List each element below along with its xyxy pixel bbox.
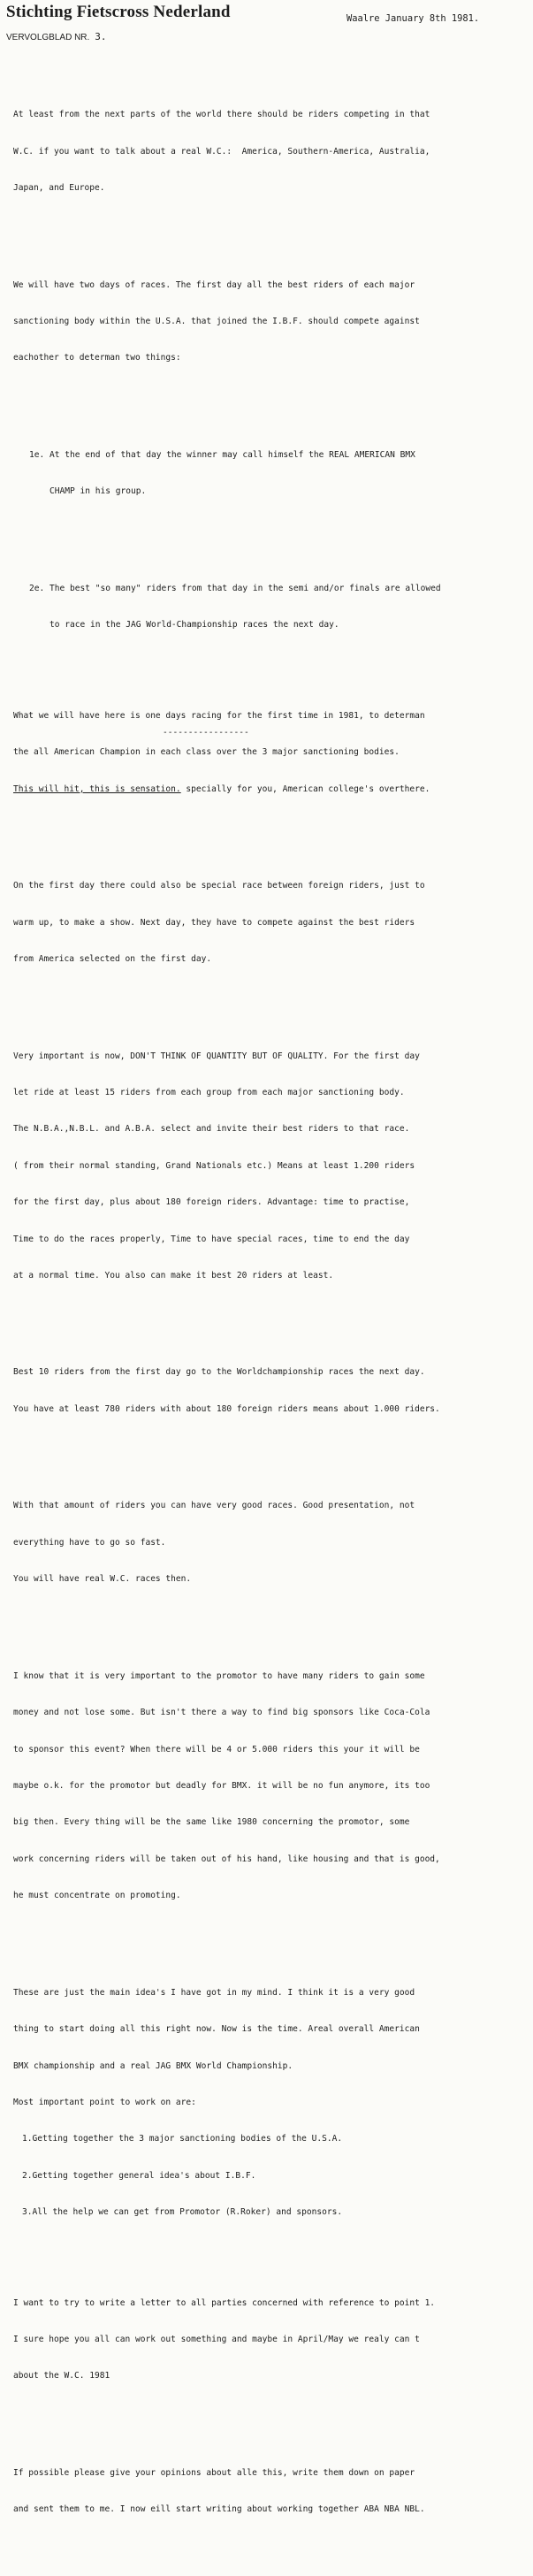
- text-line: Japan, and Europe.: [13, 182, 105, 193]
- text-line: W.C. if you want to talk about a real W.C.: America, Southern-America, Australia,: [13, 146, 430, 157]
- text-line: for the first day, plus about 180 foreign riders. Advantage: time to practise,: [13, 1197, 410, 1208]
- text-line: maybe o.k. for the promotor but deadly for BMX. it will be no fun anymore, its too: [13, 1780, 430, 1791]
- list-item: [13, 558, 530, 655]
- text-line: money and not lose some. But isn't there a way to find big sponsors like Coca-Cola: [13, 1708, 430, 1718]
- text-line: CHAMP in his group.: [29, 486, 147, 497]
- text-line: I sure hope you all can work out something and maybe in April/May we realy can t: [13, 2335, 420, 2345]
- text-line: If possible please give your opinions about alle this, write them down on paper: [13, 2468, 415, 2479]
- text-line: big then. Every thing will be the same like 1980 concerning the promotor, some: [13, 1817, 410, 1828]
- text-line: to sponsor this event? When there will be 4 or 5.000 riders this your it will be: [13, 1744, 420, 1754]
- text-line: Most important point to work on are:: [13, 2097, 196, 2107]
- text-line: eachother to determan two things:: [13, 353, 181, 363]
- underlined-text: This will hit, this is sensation.: [13, 784, 181, 794]
- text-line: he must concentrate on promoting.: [13, 1891, 181, 1901]
- text-line: The N.B.A.,N.B.L. and A.B.A. select and invite their best riders to that race.: [13, 1124, 410, 1135]
- text-line: I want to try to write a letter to all parties concerned with reference to point 1.: [13, 2297, 436, 2308]
- text-line: warm up, to make a show. Next day, they have to compete against the best riders: [13, 917, 415, 928]
- list-item: [13, 424, 530, 522]
- text-line: and sent them to me. I now eill start writing about working together ABA NBA NBL.: [13, 2504, 425, 2515]
- text-line: 2e. The best "so many" riders from that day in the semi and/or finals are allowed: [29, 583, 441, 593]
- organization-letterhead: Stichting Fietscross Nederland: [6, 3, 231, 21]
- list-item: 3.All the help we can get from Promotor (R.Roker) and sponsors.: [22, 2207, 343, 2218]
- text-line: from America selected on the first day.: [13, 953, 212, 964]
- paragraph: [13, 2442, 530, 2540]
- list-item: 2.Getting together general idea's about I.B.F.: [22, 2170, 256, 2181]
- footer-rule: -----------------: [163, 728, 249, 738]
- paragraph: [13, 1646, 530, 1926]
- text-line: With that amount of riders you can have very good races. Good presentation, not: [13, 1501, 415, 1511]
- text-line: On the first day there could also be special race between foreign riders, just to: [13, 881, 425, 891]
- paragraph: [13, 1026, 530, 1306]
- paragraph: [13, 685, 530, 820]
- text-fragment: specially for you, American college's overthere.: [180, 784, 430, 794]
- text-line: at a normal time. You also can make it best 20 riders at least.: [13, 1270, 334, 1280]
- text-line: let ride at least 15 riders from each group from each major sanctioning body.: [13, 1087, 405, 1097]
- text-line: ( from their normal standing, Grand Nationals etc.) Means at least 1.200 riders: [13, 1160, 415, 1171]
- text-line: Time to do the races properly, Time to have special races, time to end the day: [13, 1234, 410, 1244]
- text-line: sanctioning body within the U.S.A. that joined the I.B.F. should compete against: [13, 316, 420, 326]
- text-line: At least from the next parts of the world there should be riders competing in that: [13, 110, 430, 120]
- text-line: Best 10 riders from the first day go to the Worldchampionship races the next day.: [13, 1367, 425, 1378]
- text-line: about the W.C. 1981: [13, 2371, 110, 2381]
- text-line: work concerning riders will be taken out of his hand, like housing and that is good,: [13, 1854, 440, 1864]
- paragraph: [13, 2273, 530, 2407]
- text-line: the all American Champion in each class over the 3 major sanctioning bodies.: [13, 747, 400, 758]
- text-line: thing to start doing all this right now. Now is the time. Areal overall American: [13, 2024, 420, 2035]
- list-item: 1.Getting together the 3 major sanctioning bodies of the U.S.A.: [22, 2134, 343, 2144]
- sheet-label: VERVOLGBLAD NR.: [6, 33, 90, 42]
- paragraph: [13, 85, 530, 219]
- text-line: [13, 784, 530, 796]
- text-line: You will have real W.C. races then.: [13, 1574, 192, 1585]
- text-line: I know that it is very important to the promotor to have many riders to gain some: [13, 1670, 425, 1681]
- sheet-number: 3.: [95, 31, 107, 42]
- paragraph: [13, 255, 530, 389]
- continuation-sheet-label: [6, 31, 107, 42]
- paragraph: [13, 856, 530, 990]
- text-line: 1e. At the end of that day the winner may call himself the REAL AMERICAN BMX: [29, 449, 415, 460]
- text-line: You have at least 780 riders with about 180 foreign riders means about 1.000 riders.: [13, 1403, 440, 1414]
- text-line: to race in the JAG World-Championship races the next day.: [29, 620, 339, 631]
- paragraph: [13, 1962, 530, 2243]
- paragraph: [13, 1476, 530, 1610]
- text-line: Very important is now, DON'T THINK OF QUANTITY BUT OF QUALITY. For the first day: [13, 1051, 420, 1061]
- dateline: Waalre January 8th 1981.: [346, 13, 480, 24]
- paragraph: [13, 1342, 530, 1440]
- text-line: We will have two days of races. The first day all the best riders of each major: [13, 279, 415, 290]
- text-line: These are just the main idea's I have got in my mind. I think it is a very good: [13, 1987, 415, 1998]
- text-line: What we will have here is one days racing for the first time in 1981, to determan: [13, 710, 425, 721]
- letter-body: [13, 60, 530, 2576]
- text-line: BMX championship and a real JAG BMX World Championship.: [13, 2060, 293, 2071]
- text-line: everything have to go so fast.: [13, 1537, 166, 1548]
